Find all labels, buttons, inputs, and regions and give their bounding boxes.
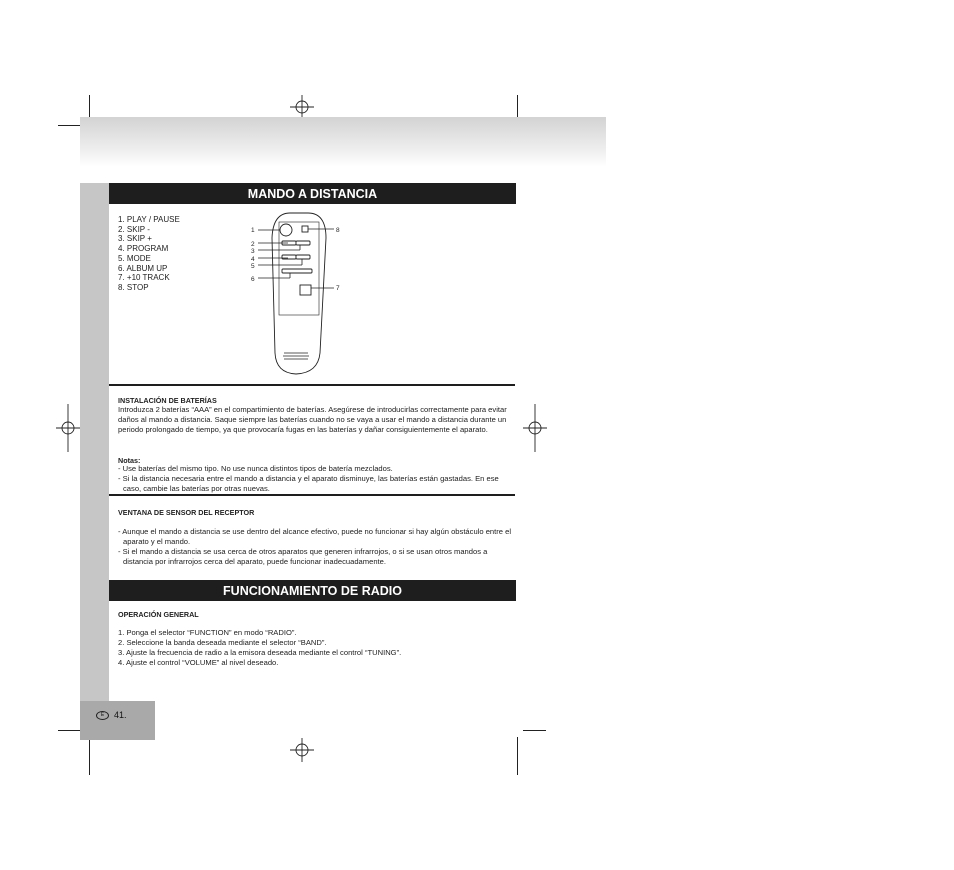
list-item: 5. MODE <box>118 253 151 263</box>
general-operation-heading: OPERACIÓN GENERAL <box>118 610 199 619</box>
notes-heading: Notas: <box>118 456 141 465</box>
note-item: - Si la distancia necesaria entre el mando a distancia y el aparato disminuye, las baterías están gastadas. En ese caso, cambie las baterías por otras nuevas. <box>118 474 499 493</box>
list-item: 1. Ponga el selector “FUNCTION” en modo “RADIO”. <box>118 628 297 637</box>
callout-2: 2 <box>251 241 255 248</box>
list-item: 3. SKIP + <box>118 234 152 244</box>
sensor-heading: VENTANA DE SENSOR DEL RECEPTOR <box>118 508 255 517</box>
page-number-text: 41. <box>114 710 127 720</box>
callout-4: 4 <box>251 256 255 263</box>
list-item: 6. ALBUM UP <box>118 263 168 273</box>
list-item: 3. Ajuste la frecuencia de radio a la emisora deseada mediante el control “TUNING”. <box>118 648 402 657</box>
batteries-text <box>118 405 516 435</box>
remote-button-list <box>118 215 180 293</box>
sensor-list <box>118 527 516 567</box>
callout-6: 6 <box>251 276 255 283</box>
divider <box>109 494 515 496</box>
callout-3: 3 <box>251 248 255 255</box>
list-item: 4. Ajuste el control “VOLUME” al nivel deseado. <box>118 658 279 667</box>
page-number-box <box>80 701 155 740</box>
note-item: - Use baterías del mismo tipo. No use nunca distintos tipos de batería mezclados. <box>118 464 393 473</box>
page-number <box>96 710 127 720</box>
callout-8: 8 <box>336 227 340 234</box>
sensor-item: - Aunque el mando a distancia se use dentro del alcance efectivo, puede no funcionar si hay algún obstáculo entre el aparato y el mando. <box>118 527 512 546</box>
list-item: 7. +10 TRACK <box>118 273 170 283</box>
language-icon: E <box>96 711 109 720</box>
notes-list <box>118 464 516 494</box>
left-margin-bar <box>80 183 109 701</box>
remote-control-illustration <box>248 208 348 378</box>
section-title-radio: FUNCIONAMIENTO DE RADIO <box>109 580 516 601</box>
callout-7: 7 <box>336 285 340 292</box>
callout-1: 1 <box>251 227 255 234</box>
list-item: 1. PLAY / PAUSE <box>118 215 180 224</box>
callout-5: 5 <box>251 263 255 270</box>
list-item: 8. STOP <box>118 282 149 292</box>
sensor-item: - Si el mando a distancia se usa cerca de otros aparatos que generen infrarrojos, o si se usan otros mandos a distancia por infrarrojos cerca del aparato, puede funcionar inadecuadamente. <box>118 547 488 566</box>
list-item: 4. PROGRAM <box>118 244 169 254</box>
list-item: 2. SKIP - <box>118 224 150 234</box>
header-gradient-band <box>80 117 606 167</box>
divider <box>109 384 515 386</box>
list-item: 2. Seleccione la banda deseada mediante el selector “BAND”. <box>118 638 327 647</box>
section-title-remote: MANDO A DISTANCIA <box>109 183 516 204</box>
radio-steps <box>118 628 516 668</box>
batteries-heading: INSTALACIÓN DE BATERÍAS <box>118 396 217 405</box>
batteries-paragraph: Introduzca 2 baterías “AAA” en el compartimiento de baterías. Asegúrese de introducirlas correctamente para evitar daños al mando a distancia. Saque siempre las baterías cuando no se vaya a usar el mando a distancia durante un periodo prolongado de tiempo, ya que provocaría fugas en las baterías y dañar consiguientemente el aparato. <box>118 405 507 434</box>
